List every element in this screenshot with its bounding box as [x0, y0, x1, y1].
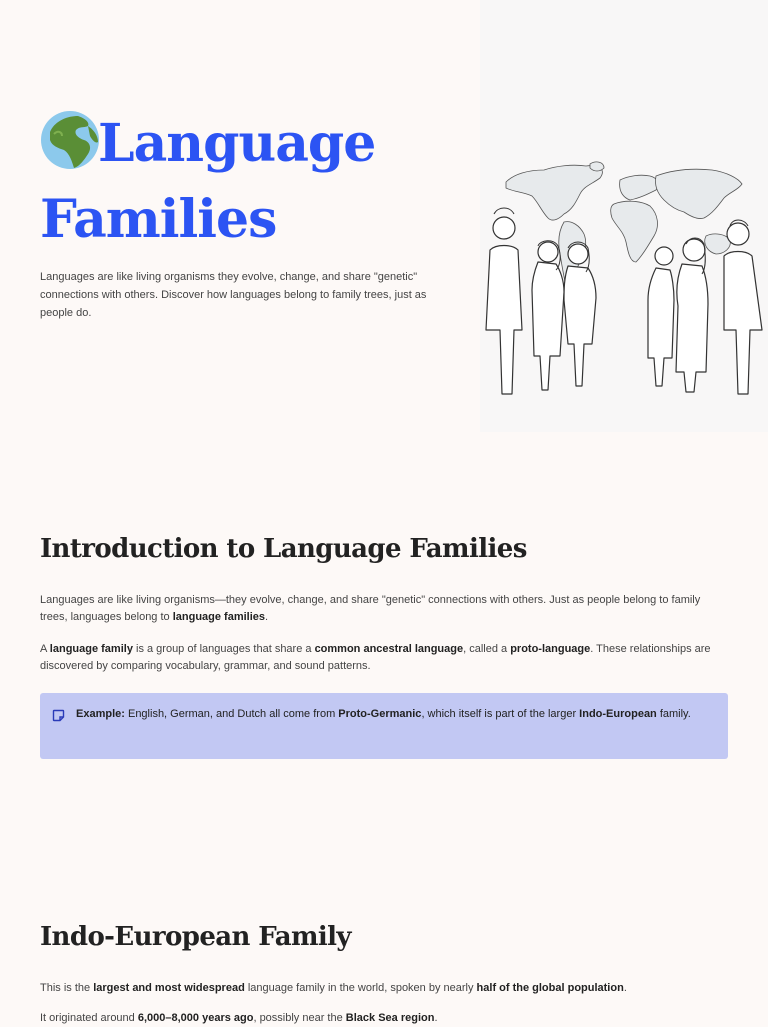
intro-p2-b1: language family: [49, 643, 133, 655]
ie-p1-t3: .: [623, 982, 627, 994]
callout-t3: family.: [656, 708, 691, 720]
ie-p1-t2: language family in the world, spoken by nearly: [244, 982, 477, 994]
intro-p1-bold: language families: [172, 611, 266, 623]
ie-p1-t1: This is the: [40, 982, 94, 994]
intro-p2-t4: . These relationships are discovered by comparing vocabulary, grammar, and sound patterns.: [40, 643, 711, 672]
intro-p2-t3: , called a: [463, 643, 511, 655]
callout-label: Example:: [76, 708, 125, 720]
callout-t1: English, German, and Dutch all come from: [124, 708, 339, 720]
intro-p2-t2: is a group of languages that share a: [132, 643, 315, 655]
note-icon: [52, 709, 65, 722]
ie-p1-b2: half of the global population: [476, 982, 624, 994]
callout-b2: Indo-European: [579, 708, 657, 720]
intro-p2-b2: common ancestral language: [314, 643, 464, 655]
intro-p2-t1: A: [40, 643, 50, 655]
intro-paragraph-1: [40, 592, 730, 626]
indo-european-paragraph-1: [40, 980, 730, 997]
intro-p1-text: Languages are like living organisms—they evolve, change, and share "genetic" connections with others. Just as people belong to family trees, languages belong to: [40, 594, 701, 623]
hero-section: [0, 0, 768, 440]
ie-p2-t2: , possibly near the: [253, 1012, 346, 1024]
example-callout: [40, 693, 728, 759]
intro-paragraph-2: [40, 641, 730, 675]
callout-t2: , which itself is part of the larger: [421, 708, 580, 720]
ie-p2-t3: .: [434, 1012, 438, 1024]
world-map-people-illustration: [480, 0, 768, 432]
ie-p2-b2: Black Sea region: [345, 1012, 435, 1024]
ie-p2-t1: It originated around: [40, 1012, 138, 1024]
intro-p1-end: .: [265, 611, 269, 623]
callout-text: [76, 706, 716, 722]
title-line-2: Families: [40, 189, 277, 250]
ie-p2-b1: 6,000–8,000 years ago: [137, 1012, 254, 1024]
hero-description: Languages are like living organisms they evolve, change, and share "genetic" connections with others. Discover how languages belong to family trees, just as people do.: [40, 271, 427, 319]
indo-european-heading: Indo-European Family: [40, 922, 351, 952]
intro-heading: Introduction to Language Families: [40, 534, 527, 564]
ie-p1-b1: largest and most widespread: [93, 982, 245, 994]
intro-p2-b3: proto-language: [510, 643, 591, 655]
callout-b1: Proto-Germanic: [338, 708, 422, 720]
page-title: [40, 106, 460, 258]
title-line-1: Language: [98, 113, 376, 174]
illustration-drawing: [480, 0, 768, 432]
indo-european-paragraph-2: [40, 1010, 730, 1027]
